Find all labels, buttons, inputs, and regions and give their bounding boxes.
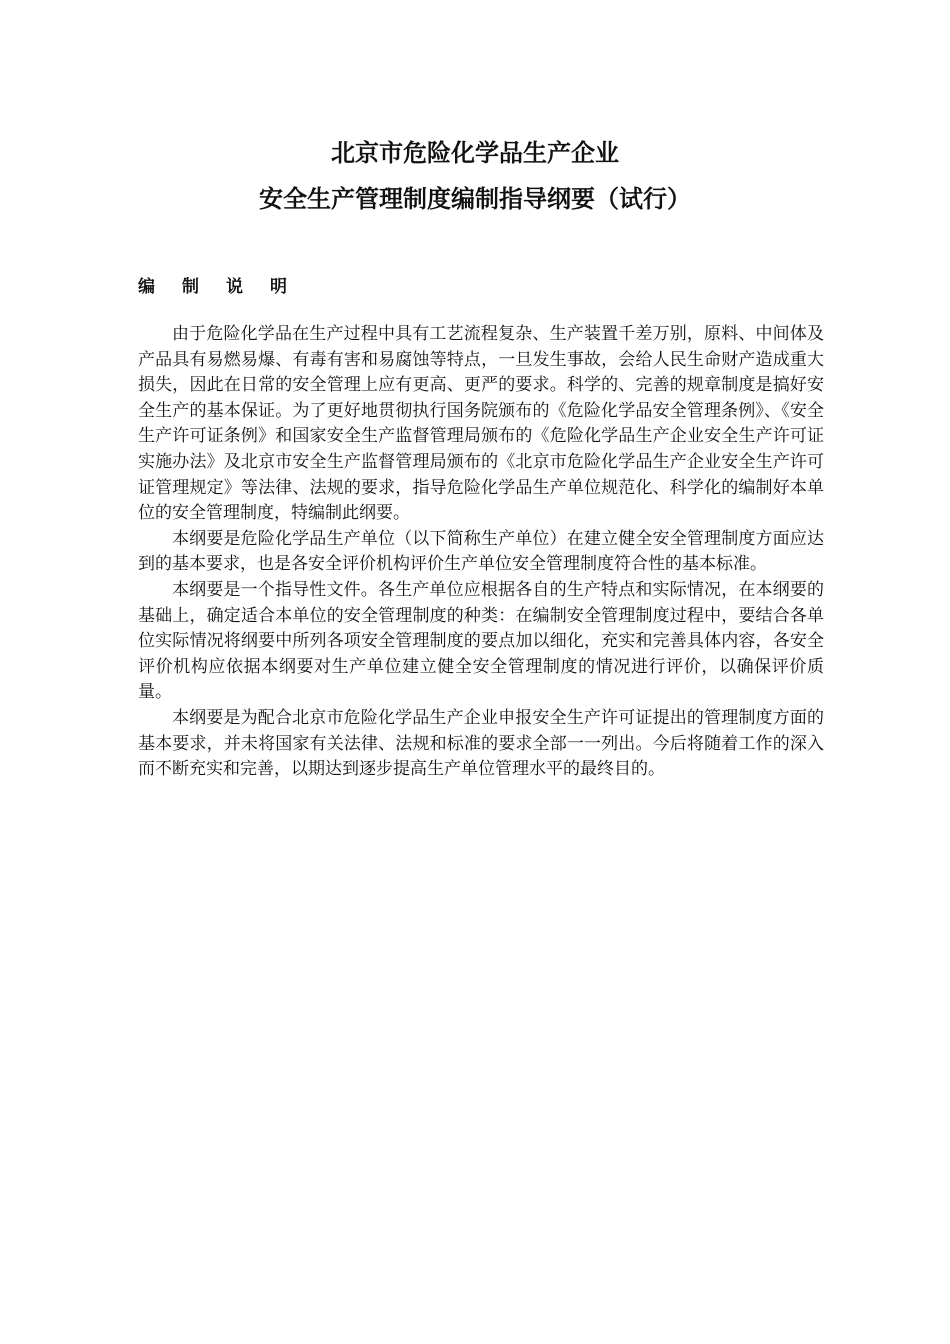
section-heading: 编制说明 (138, 277, 314, 297)
paragraph-2: 本纲要是危险化学品生产单位（以下简称生产单位）在建立健全安全管理制度方面应达到的基本要求，也是各安全评价机构评价生产单位安全管理制度符合性的基本标准。 (138, 528, 824, 575)
body-text (138, 322, 824, 783)
paragraph-3: 本纲要是一个指导性文件。各生产单位应根据各自的生产特点和实际情况，在本纲要的基础上，确定适合本单位的安全管理制度的种类：在编制安全管理制度过程中，要结合各单位实际情况将纲要中所列各项安全管理制度的要点加以细化，充实和完善具体内容，各安全评价机构应依据本纲要对生产单位建立健全安全管理制度的情况进行评价，以确保评价质量。 (138, 579, 824, 703)
title-line-1: 北京市危险化学品生产企业 (331, 139, 619, 167)
title-line-2: 安全生产管理制度编制指导纲要（试行） (259, 185, 691, 213)
paragraph-4: 本纲要是为配合北京市危险化学品生产企业申报安全生产许可证提出的管理制度方面的基本要求，并未将国家有关法律、法规和标准的要求全部一一列出。今后将随着工作的深入而不断充实和完善，以期达到逐步提高生产单位管理水平的最终目的。 (138, 707, 824, 780)
document-title (0, 130, 950, 222)
paragraph-1: 由于危险化学品在生产过程中具有工艺流程复杂、生产装置千差万别，原料、中间体及产品具有易燃易爆、有毒有害和易腐蚀等特点，一旦发生事故，会给人民生命财产造成重大损失，因此在日常的安全管理上应有更高、更严的要求。科学的、完善的规章制度是搞好安全生产的基本保证。为了更好地贯彻执行国务院颁布的《危险化学品安全管理条例》、《安全生产许可证条例》和国家安全生产监督管理局颁布的《危险化学品生产企业安全生产许可证实施办法》及北京市安全生产监督管理局颁布的《北京市危险化学品生产企业安全生产许可证管理规定》等法律、法规的要求，指导危险化学品生产单位规范化、科学化的编制好本单位的安全管理制度，特编制此纲要。 (138, 324, 824, 524)
